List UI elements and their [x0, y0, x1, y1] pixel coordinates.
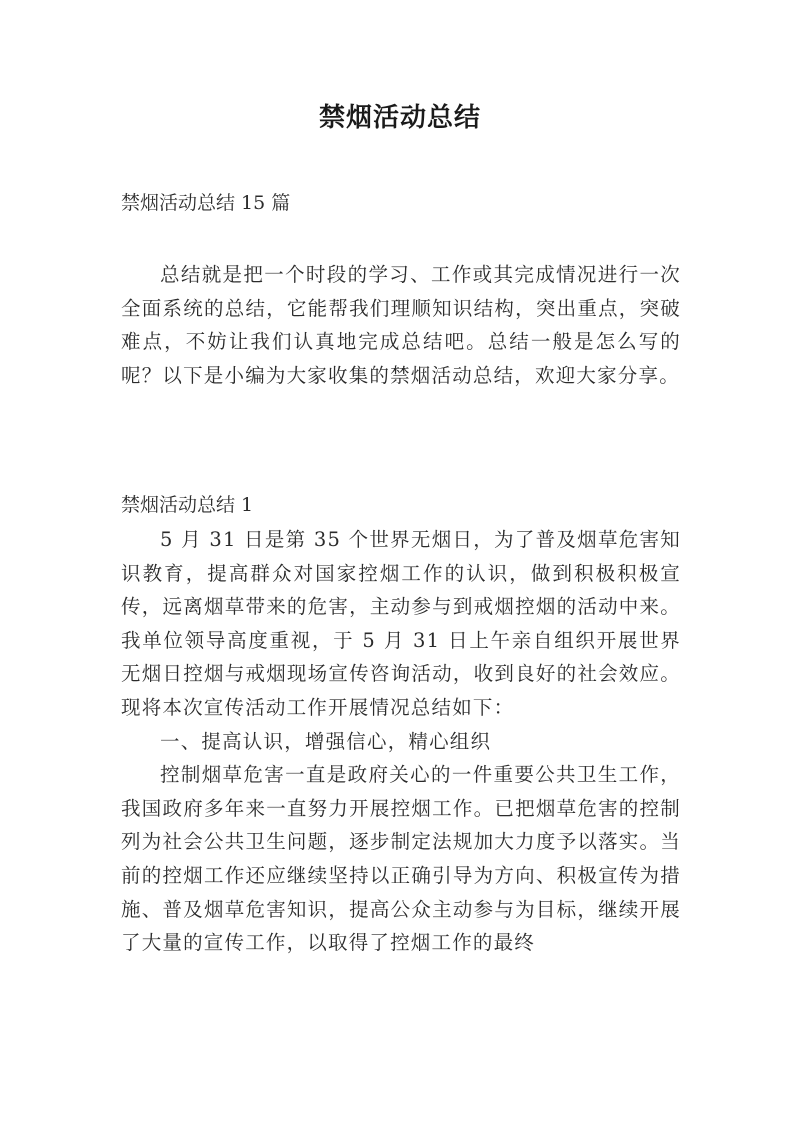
intro-section	[121, 258, 681, 392]
section-heading: 禁烟活动总结 1	[121, 494, 254, 516]
body-paragraph: 5 月 31 日是第 35 个世界无烟日，为了普及烟草危害知识教育，提高群众对国家控烟工作的认识，做到积极积极宣传，远离烟草带来的危害，主动参与到戒烟控烟的活动中来。我单位领导高度重视，于 5 月 31 日上午亲自组织开展世界无烟日控烟与戒烟现场宣传咨询活动，收到良好的社会效应。现将本次宣传活动工作开展情况总结如下：	[121, 528, 681, 719]
document-subtitle: 禁烟活动总结 15 篇	[121, 192, 291, 214]
section-body	[121, 523, 681, 960]
intro-paragraph: 总结就是把一个时段的学习、工作或其完成情况进行一次全面系统的总结，它能帮我们理顺知识结构，突出重点，突破难点，不妨让我们认真地完成总结吧。总结一般是怎么写的呢？以下是小编为大家收集的禁烟活动总结，欢迎大家分享。	[121, 263, 681, 387]
document-title: 禁烟活动总结	[318, 103, 481, 133]
body-paragraph: 控制烟草危害一直是政府关心的一件重要公共卫生工作，我国政府多年来一直努力开展控烟工作。已把烟草危害的控制列为社会公共卫生问题，逐步制定法规加大力度予以落实。当前的控烟工作还应继续坚持以正确引导为方向、积极宣传为措施、普及烟草危害知识，提高公众主动参与为目标，继续开展了大量的宣传工作，以取得了控烟工作的最终	[121, 763, 681, 955]
subsection-heading: 一、提高认识，增强信心，精心组织	[160, 729, 492, 753]
